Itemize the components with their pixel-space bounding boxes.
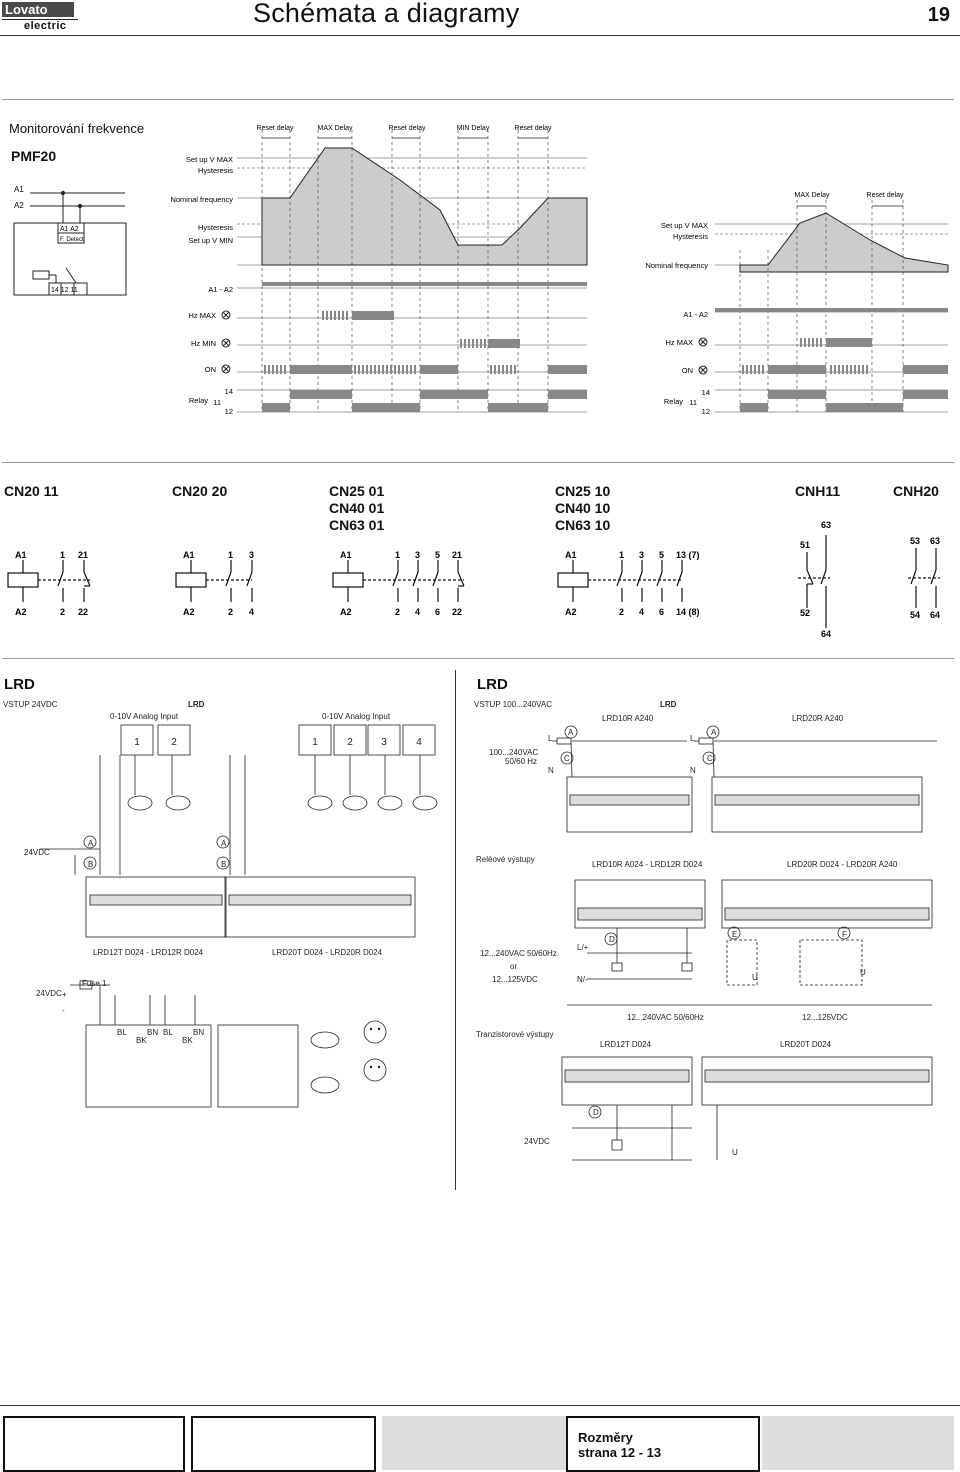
cn2020-2: 2 bbox=[228, 607, 234, 617]
lrd-left-num-3: 1 bbox=[312, 737, 318, 748]
lrd-right-a1: A bbox=[568, 728, 574, 737]
cn2510-2: 2 bbox=[619, 607, 625, 617]
lrd-left-num-1: 1 bbox=[134, 737, 140, 748]
lrd-left-minus: - bbox=[62, 1006, 65, 1015]
lrd-left-plus: + bbox=[62, 990, 67, 999]
cn2501-4: 4 bbox=[415, 607, 421, 617]
lrd-right-relay-model-2: LRD20R D024 - LRD20R A240 bbox=[787, 860, 898, 869]
cnh11-52: 52 bbox=[800, 608, 811, 618]
cnh11-51: 51 bbox=[800, 540, 811, 550]
contactor-schematics bbox=[0, 520, 960, 650]
cn2501-2: 2 bbox=[395, 607, 401, 617]
pmf-right-relay-12: 12 bbox=[701, 407, 710, 416]
lrd-right-freq: 50/60 Hz bbox=[505, 757, 538, 766]
pmf-right-setup-max: Set up V MAX bbox=[660, 221, 708, 230]
cn2510-13: 13 (7) bbox=[676, 550, 700, 560]
lrd-right-lplus: L/+ bbox=[577, 943, 589, 952]
lrd-left-vstup: VSTUP 24VDC bbox=[3, 700, 58, 709]
footer-box-1 bbox=[3, 1416, 185, 1472]
lrd-right-c1: C bbox=[564, 754, 570, 763]
pmf-on-signal bbox=[264, 365, 587, 374]
cn2020-1: 1 bbox=[228, 550, 234, 560]
lrd-right-nminus: N/- bbox=[577, 975, 588, 984]
lrd-left-wire-bl1: BL bbox=[117, 1028, 127, 1037]
lrd-right-relay-model-1: LRD10R A024 - LRD12R D024 bbox=[592, 860, 703, 869]
cn2020-a1: A1 bbox=[183, 550, 195, 560]
pmf-delay-label-5: Reset delay bbox=[514, 125, 552, 132]
pmf-lamps bbox=[222, 311, 230, 373]
cn2020-4: 4 bbox=[249, 607, 255, 617]
cn2020-a2: A2 bbox=[183, 607, 195, 617]
lrd-right-bottom-dc: 12...125VDC bbox=[802, 1013, 848, 1022]
pmf-hysteresis-top: Hysteresis bbox=[197, 166, 233, 175]
lrd-left-num-4: 2 bbox=[347, 737, 353, 748]
lrd-left-mark-b-1: B bbox=[88, 860, 94, 869]
pmf-right-row-relay: Relay bbox=[663, 397, 683, 406]
pmf-frequency-curve bbox=[262, 148, 587, 265]
cn2510-14: 14 (8) bbox=[676, 607, 700, 617]
pmf-row-relay: Relay bbox=[188, 396, 208, 405]
footer-divider bbox=[0, 1405, 960, 1406]
footer-grey-1 bbox=[382, 1416, 568, 1470]
cn2501-3: 3 bbox=[415, 550, 421, 560]
lrd-right-u2: U bbox=[860, 968, 866, 977]
lrd-right-d1: D bbox=[609, 935, 615, 944]
cnh11-64: 64 bbox=[821, 629, 832, 639]
cn2011-1: 1 bbox=[60, 550, 66, 560]
lrd-left-analog-2: 0-10V Analog Input bbox=[322, 712, 391, 721]
header-divider bbox=[0, 35, 960, 36]
pmf-row-hzmax: Hz MAX bbox=[188, 311, 216, 320]
lrd-right-n1: N bbox=[548, 766, 554, 775]
page-number: 19 bbox=[927, 4, 950, 26]
lrd-left-wire-bn1: BN bbox=[147, 1028, 159, 1037]
pmf-right-a1a2-bar bbox=[715, 308, 948, 312]
pmf-nominal: Nominal frequency bbox=[170, 195, 233, 204]
lrd-left-supply-2: 24VDC bbox=[36, 989, 62, 998]
cn2510-6: 6 bbox=[659, 607, 665, 617]
cn2501-21: 21 bbox=[452, 550, 463, 560]
pmf-model: PMF20 bbox=[11, 148, 57, 164]
lrd-left-wire-bl2: BL bbox=[163, 1028, 173, 1037]
pmf-relay-12: 12 bbox=[224, 407, 233, 416]
cn2011-a2: A2 bbox=[15, 607, 27, 617]
cn2510-3: 3 bbox=[639, 550, 645, 560]
pmf-right-delay-2: Reset delay bbox=[866, 192, 904, 199]
lrd-right-c2: C bbox=[707, 754, 713, 763]
lrd-left-num-5: 3 bbox=[381, 737, 387, 748]
pmf-a1-label: A1 bbox=[14, 185, 24, 194]
pmf-delay-label-1: Reset delay bbox=[256, 125, 294, 132]
logo-brand: Lovato bbox=[2, 2, 74, 17]
lrd-left-supply-1: 24VDC bbox=[24, 848, 50, 857]
cn2501-a1: A1 bbox=[340, 550, 352, 560]
lrd-left-num-6: 4 bbox=[416, 737, 422, 748]
footer-box-reference[interactable] bbox=[566, 1416, 760, 1472]
lrd-left-mark-a-1: A bbox=[88, 839, 94, 848]
lovato-logo bbox=[2, 2, 78, 34]
pmf-right-row-a1a2: A1 - A2 bbox=[683, 310, 708, 319]
pmf-setup-min: Set up V MIN bbox=[188, 236, 233, 245]
cn2510-4: 4 bbox=[639, 607, 645, 617]
cnh20-64: 64 bbox=[930, 610, 941, 620]
lrd-right-u1: U bbox=[752, 973, 758, 982]
pmf-right-delay-1: MAX Delay bbox=[794, 192, 830, 199]
cn2011-a1: A1 bbox=[15, 550, 27, 560]
cn2510-a2: A2 bbox=[565, 607, 577, 617]
cnh20-54: 54 bbox=[910, 610, 921, 620]
contactor-cn20-20-name: CN20 20 bbox=[172, 483, 228, 499]
pmf-wiring bbox=[14, 191, 126, 295]
section-divider-lrd bbox=[2, 658, 954, 659]
pmf-row-hzmin: Hz MIN bbox=[191, 339, 216, 348]
cn2510-5: 5 bbox=[659, 550, 665, 560]
pmf-a1a2-bar bbox=[262, 282, 587, 286]
lrd-left-wire-bn2: BN bbox=[193, 1028, 205, 1037]
pmf-row-a1a2: A1 - A2 bbox=[208, 285, 233, 294]
contactor-cnh11-name: CNH11 bbox=[795, 483, 841, 499]
pmf-right-relay-14: 14 bbox=[701, 388, 710, 397]
footer-box-2 bbox=[191, 1416, 376, 1472]
lrd-right-tr-model-2: LRD20T D024 bbox=[780, 1040, 831, 1049]
lrd-right-l2: L bbox=[690, 734, 695, 743]
lrd-right-tr-model-1: LRD12T D024 bbox=[600, 1040, 651, 1049]
contactor-cn25-01-name: CN25 01 CN40 01 CN63 01 bbox=[329, 483, 385, 533]
pmf-right-nominal: Nominal frequency bbox=[645, 261, 708, 270]
section-divider-middle bbox=[2, 462, 954, 463]
footer-grey-2 bbox=[762, 1416, 954, 1470]
pmf-hzmin-signal bbox=[460, 339, 520, 348]
pmf-a2-label: A2 bbox=[14, 201, 24, 210]
lrd-vertical-divider bbox=[455, 670, 456, 1190]
pmf-right-curve bbox=[740, 213, 948, 272]
cn2011-22: 22 bbox=[78, 607, 89, 617]
lrd-right-dc-range: 12...125VDC bbox=[492, 975, 538, 984]
lrd-left-lrd-label: LRD bbox=[188, 700, 205, 709]
cnh11-63: 63 bbox=[821, 520, 832, 530]
contactor-cn20-11-name: CN20 11 bbox=[4, 483, 59, 499]
lrd-left-wire-bk1: BK bbox=[136, 1036, 147, 1045]
cn2501-1: 1 bbox=[395, 550, 401, 560]
cn2020-3: 3 bbox=[249, 550, 255, 560]
page-title: Schémata a diagramy bbox=[253, 0, 520, 28]
pmf-right-hysteresis: Hysteresis bbox=[672, 232, 708, 241]
lrd-right-transistor-outputs: Tranzistorové výstupy bbox=[476, 1030, 554, 1039]
lrd-left-analog-1: 0-10V Analog Input bbox=[110, 712, 179, 721]
lrd-right-supply: 100...240VAC bbox=[489, 748, 539, 757]
pmf-box-detect: F. Detect bbox=[60, 237, 84, 243]
lrd-right-or: or bbox=[510, 962, 518, 971]
lrd-right-bottom-ac: 12...240VAC 50/60Hz bbox=[627, 1013, 704, 1022]
pmf-right-relay-11: 11 bbox=[689, 398, 697, 407]
pmf-box-a1a2: A1 A2 bbox=[60, 226, 79, 233]
lrd-right-lrd: LRD bbox=[660, 700, 677, 709]
cn2011-21: 21 bbox=[78, 550, 89, 560]
lrd-right-title: LRD bbox=[477, 676, 508, 693]
lrd-left-wire-bk2: BK bbox=[182, 1036, 193, 1045]
pmf-hysteresis-bottom: Hysteresis bbox=[197, 223, 233, 232]
footer-subtitle: strana 12 - 13 bbox=[578, 1445, 662, 1460]
cn2011-2: 2 bbox=[60, 607, 66, 617]
lrd-left-num-2: 2 bbox=[171, 737, 177, 748]
lrd-right-l1: L bbox=[548, 734, 553, 743]
pmf-right-row-on: ON bbox=[681, 366, 693, 375]
lrd-right-vstup: VSTUP 100...240VAC bbox=[474, 700, 552, 709]
pmf-right-row-hzmax: Hz MAX bbox=[665, 338, 693, 347]
pmf-row-on: ON bbox=[204, 365, 216, 374]
lrd-right-d2: D bbox=[593, 1108, 599, 1117]
cnh20-53: 53 bbox=[910, 536, 921, 546]
cn2510-1: 1 bbox=[619, 550, 625, 560]
lrd-left-wiring bbox=[0, 695, 455, 1170]
lrd-right-a2: A bbox=[711, 728, 717, 737]
pmf-delay-label-2: MAX Delay bbox=[317, 125, 353, 132]
pmf-relay-signal bbox=[262, 390, 587, 412]
footer-title: Rozměry bbox=[578, 1430, 633, 1445]
contactor-cn25-10-name: CN25 10 CN40 10 CN63 10 bbox=[555, 483, 611, 533]
pmf-delay-label-3: Reset delay bbox=[388, 125, 426, 132]
lrd-left-mark-b-2: B bbox=[221, 860, 227, 869]
pmf-delay-label-4: MIN Delay bbox=[456, 125, 490, 132]
lrd-left-fuse: Fuse 1 bbox=[82, 979, 107, 988]
cn2510-a1: A1 bbox=[565, 550, 577, 560]
lrd-left-mark-a-2: A bbox=[221, 839, 227, 848]
lrd-right-model-1: LRD10R A240 bbox=[602, 714, 654, 723]
lrd-left-title: LRD bbox=[4, 676, 35, 693]
lrd-right-n2: N bbox=[690, 766, 696, 775]
lrd-right-tr-supply: 24VDC bbox=[524, 1137, 550, 1146]
lrd-right-relay-outputs: Reléové výstupy bbox=[476, 855, 535, 864]
logo-subtitle: electric bbox=[2, 19, 78, 32]
pmf-relay-14: 14 bbox=[224, 387, 233, 396]
pmf-contacts: 14 12 11 bbox=[51, 287, 78, 294]
lrd-right-u3: U bbox=[732, 1148, 738, 1157]
contactor-cnh20-name: CNH20 bbox=[893, 483, 939, 499]
pmf-hzmax-signal bbox=[322, 311, 394, 320]
pmf-relay-11: 11 bbox=[213, 398, 221, 407]
lrd-right-ac-range: 12...240VAC 50/60Hz bbox=[480, 949, 557, 958]
lrd-right-model-2: LRD20R A240 bbox=[792, 714, 844, 723]
lrd-right-f: F bbox=[842, 930, 847, 939]
cn2501-6: 6 bbox=[435, 607, 441, 617]
cn2501-22: 22 bbox=[452, 607, 463, 617]
lrd-left-model-2: LRD20T D024 - LRD20R D024 bbox=[272, 948, 383, 957]
pmf-timing-diagram bbox=[0, 100, 960, 430]
cn2501-a2: A2 bbox=[340, 607, 352, 617]
cn2501-5: 5 bbox=[435, 550, 441, 560]
lrd-left-model-1: LRD12T D024 - LRD12R D024 bbox=[93, 948, 204, 957]
cnh20-63: 63 bbox=[930, 536, 941, 546]
pmf-section-title: Monitorování frekvence bbox=[9, 121, 145, 136]
lrd-right-wiring bbox=[462, 695, 954, 1165]
pmf-setup-max: Set up V MAX bbox=[185, 155, 233, 164]
lrd-right-e: E bbox=[732, 930, 738, 939]
